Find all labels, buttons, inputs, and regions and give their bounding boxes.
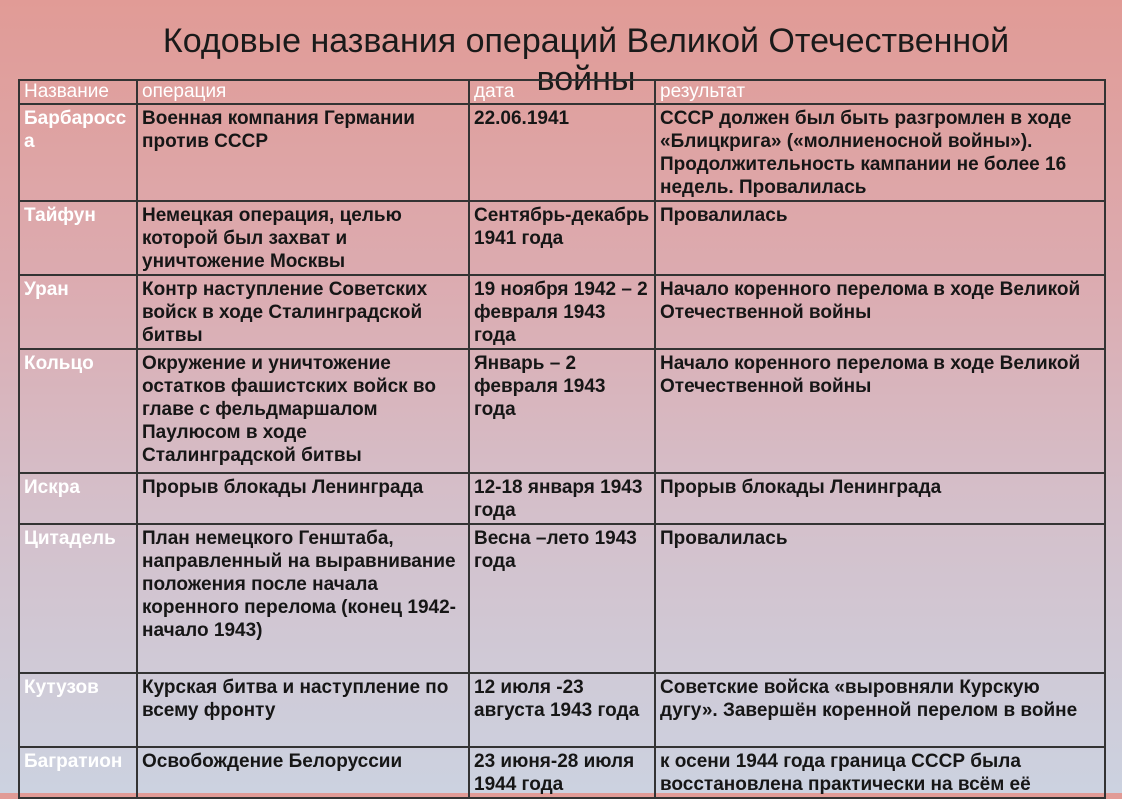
- header-result: результат: [655, 80, 1105, 104]
- table-row: [19, 473, 1105, 524]
- operation-description: Окружение и уничтожение остатков фашистских войск во главе с фельдмаршалом Паулюсом в ходе Сталинградской битвы: [137, 349, 469, 473]
- operation-name: Искра: [19, 473, 137, 524]
- operation-result: Начало коренного перелома в ходе Великой Отечественной войны: [655, 275, 1105, 349]
- operations-table: [18, 79, 1106, 799]
- operation-date: 23 июня-28 июля 1944 года: [469, 747, 655, 798]
- operation-result: Провалилась: [655, 201, 1105, 275]
- table-row: [19, 747, 1105, 798]
- operation-name: Тайфун: [19, 201, 137, 275]
- table-row: [19, 349, 1105, 473]
- operation-result: Начало коренного перелома в ходе Великой Отечественной войны: [655, 349, 1105, 473]
- operation-name: Уран: [19, 275, 137, 349]
- title-line-1: Кодовые названия операций Великой Отечественной: [162, 22, 1010, 60]
- header-operation: операция: [137, 80, 469, 104]
- operation-date: 12-18 января 1943 года: [469, 473, 655, 524]
- operation-description: Освобождение Белоруссии: [137, 747, 469, 798]
- operation-result: Советские войска «выровняли Курскую дугу». Завершён коренной перелом в войне: [655, 673, 1105, 747]
- operation-description: Курская битва и наступление по всему фронту: [137, 673, 469, 747]
- operation-description: Военная компания Германии против СССР: [137, 104, 469, 201]
- operation-result: Прорыв блокады Ленинграда: [655, 473, 1105, 524]
- operation-result: СССР должен был быть разгромлен в ходе «Блицкрига» («молниеносной войны»). Продолжительность кампании не более 16 недель. Провалилась: [655, 104, 1105, 201]
- operation-description: Контр наступление Советских войск в ходе Сталинградской битвы: [137, 275, 469, 349]
- operation-name: Цитадель: [19, 524, 137, 673]
- operation-name: Кольцо: [19, 349, 137, 473]
- title-line-2: войны: [536, 60, 636, 98]
- operation-date: Весна –лето 1943 года: [469, 524, 655, 673]
- operation-date: 19 ноября 1942 – 2 февраля 1943 года: [469, 275, 655, 349]
- table-row: [19, 673, 1105, 747]
- table-row: [19, 201, 1105, 275]
- operation-result: Провалилась: [655, 524, 1105, 673]
- header-date: дата: [469, 80, 655, 104]
- operation-description: План немецкого Генштаба, направленный на выравнивание положения после начала коренного перелома (конец 1942-начало 1943): [137, 524, 469, 673]
- table-row: [19, 524, 1105, 673]
- operation-name: Кутузов: [19, 673, 137, 747]
- operation-date: 22.06.1941: [469, 104, 655, 201]
- operation-date: 12 июля -23 августа 1943 года: [469, 673, 655, 747]
- header-name: Название: [19, 80, 137, 104]
- table-row: [19, 104, 1105, 201]
- operation-description: Прорыв блокады Ленинграда: [137, 473, 469, 524]
- operation-date: Январь – 2 февраля 1943 года: [469, 349, 655, 473]
- operation-name: Барбаросса: [19, 104, 137, 201]
- table-row: [19, 275, 1105, 349]
- operation-name: Багратион: [19, 747, 137, 798]
- operation-result: к осени 1944 года граница СССР была восстановлена практически на всём её: [655, 747, 1105, 798]
- table-header-row: [19, 80, 1105, 104]
- operation-date: Сентябрь-декабрь 1941 года: [469, 201, 655, 275]
- operation-description: Немецкая операция, целью которой был захват и уничтожение Москвы: [137, 201, 469, 275]
